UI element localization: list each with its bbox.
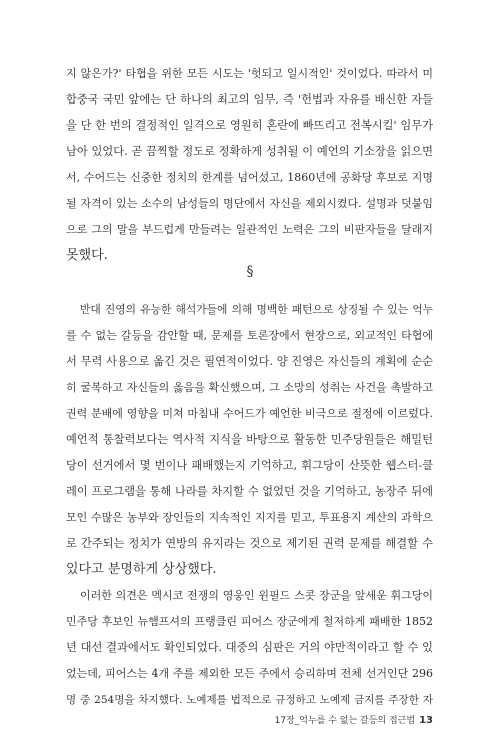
body-text-line: 명 중 254명을 차지했다. 노예제를 법적으로 규정하고 노예제 금지를 주장한 자 <box>66 694 433 706</box>
body-text-line: 로 간주되는 정치가 연방의 유지라는 것으로 제기된 권력 문제를 해결할 수 <box>66 537 433 550</box>
body-text-line: 예언적 통찰력보다는 역사적 지식을 바탕으로 활동한 민주당원들은 해밀턴 <box>66 433 433 446</box>
body-text-line: 반대 진영의 유능한 해석가들에 의해 명백한 패턴으로 상징될 수 있는 억누 <box>80 303 433 316</box>
body-text-line: 지 않은가?' 타협을 위한 모든 시도는 '헛되고 일시적인' 것이었다. 따라서 미 <box>66 67 433 80</box>
body-text-line: 합중국 국민 앞에는 단 하나의 최고의 임무, 즉 '헌법과 자유를 배신한 자들 <box>66 93 433 106</box>
body-text-line: 못했다. <box>66 248 108 263</box>
body-text-line: 서 무력 사용으로 옮긴 것은 필연적이었다. 양 진영은 자신들의 계획에 순순 <box>66 355 433 368</box>
page-number: 13 <box>419 715 433 726</box>
body-text-line: 모인 수많은 농부와 장인들의 지속적인 지지를 믿고, 투표용지 계산의 과학으 <box>66 511 433 524</box>
body-text-line: 었는데, 피어스는 4개 주를 제외한 모든 주에서 승리하며 전체 선거인단 296 <box>66 667 433 680</box>
body-text-line: 민주당 후보인 뉴햄프셔의 프랭클린 피어스 장군에게 철저하게 패배한 1852 <box>66 615 433 628</box>
body-text-line: 당이 선거에서 몇 번이나 패배했는지 기억하고, 휘그당이 산뜻한 웹스터-클 <box>66 459 433 472</box>
body-text-line: 으로 그의 말을 부드럽게 만들려는 일관적인 노력은 그의 비판자들을 달래지 <box>66 223 433 236</box>
page-footer <box>275 714 433 728</box>
body-text-line: 남아 있었다. 곧 끔찍할 정도로 정확하게 성취될 이 예언의 기소장을 읽으면 <box>66 145 433 158</box>
body-text-line: 년 대선 결과에서도 확인되었다. 대중의 심판은 거의 야만적이라고 할 수 있 <box>66 641 433 654</box>
body-text-line: 히 굴복하고 자신들의 옳음을 확신했으며, 그 소망의 성취는 사건을 촉발하고 <box>66 381 433 394</box>
section-divider-mark: § <box>246 264 254 280</box>
body-text-line: 이러한 의견은 멕시코 전쟁의 영웅인 윈필드 스콧 장군을 앞세운 휘그당이 <box>80 589 433 602</box>
running-footer-chapter: 17장_억누를 수 없는 갈등의 접근법 <box>274 716 416 726</box>
body-text-line: 를 수 없는 갈등을 감안할 때, 문제를 토론장에서 현장으로, 외교적인 타협에 <box>66 329 433 342</box>
body-text-line: 될 자격이 있는 소수의 남성들의 명단에서 자신을 제외시켰다. 설명과 덧붙임 <box>66 197 433 210</box>
body-text-line: 을 단 한 번의 결정적인 일격으로 영원히 혼란에 빠뜨리고 전복시킬' 임무가 <box>66 119 433 132</box>
body-text-line: 있다고 분명하게 상상했다. <box>66 562 217 577</box>
body-text-line: 서, 수어드는 신중한 정치의 한계를 넘어섰고, 1860년에 공화당 후보로 지명 <box>66 171 433 184</box>
body-text-line: 레이 프로그램을 통해 나라를 차지할 수 없었던 것을 기억하고, 농장주 뒤에 <box>66 485 433 498</box>
body-text-line: 권력 분배에 영향을 미쳐 마침내 수어드가 예언한 비극으로 절정에 이르렀다. <box>66 407 433 420</box>
